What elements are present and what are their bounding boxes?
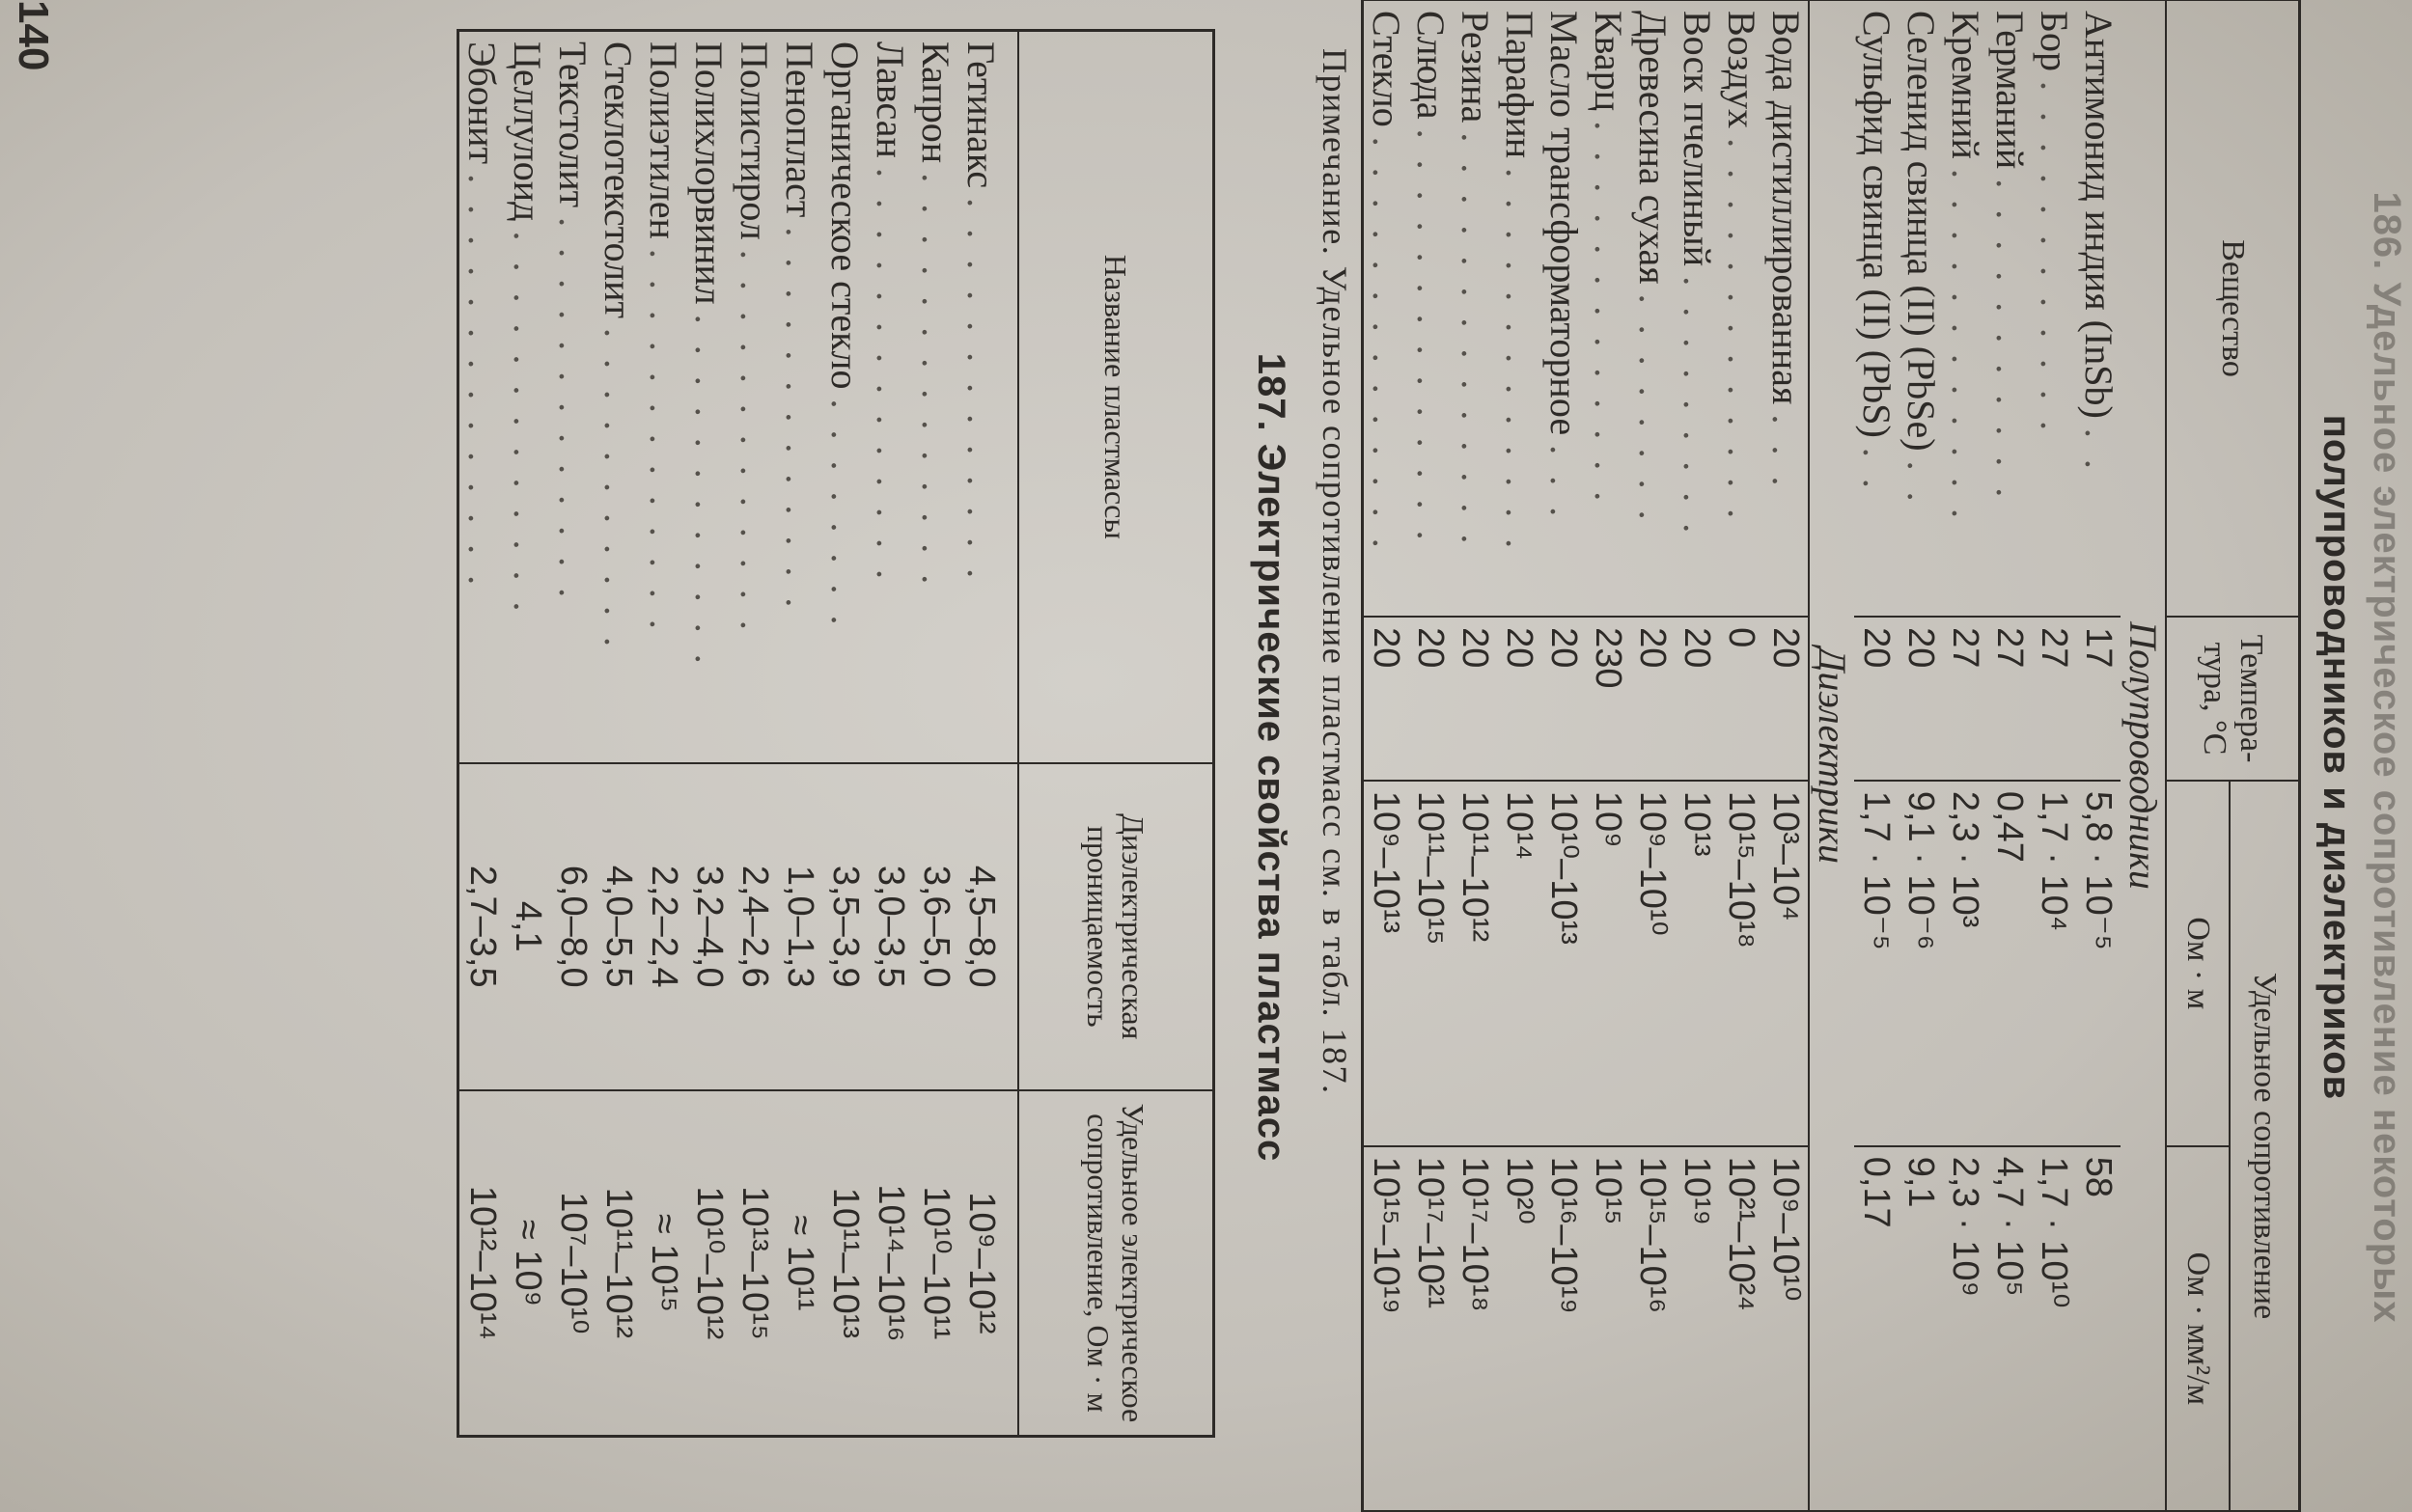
leader-dots: . . . . . . . . . . . . .	[551, 217, 595, 604]
substance-cell	[1943, 0, 1987, 617]
resistivity-ohm-mm2: 4,7 · 10⁵	[1987, 1146, 2032, 1512]
leader-dots: . . . . . . . . . . . . .	[778, 227, 821, 614]
plastic-name-cell	[732, 31, 777, 763]
substance-name: Масло трансформаторное	[1542, 11, 1586, 436]
permittivity-value: 3,2–4,0	[686, 763, 732, 1090]
plastic-name: Гетинакс	[959, 41, 1003, 189]
permittivity-value: 3,0–3,5	[868, 763, 913, 1090]
temperature-value: 20	[1899, 617, 1943, 781]
table-row	[913, 31, 958, 1437]
title-line-1: 186. Удельное электрическое сопротивление некоторых	[2366, 191, 2408, 1324]
plastic-name: Лавсан	[869, 41, 912, 158]
substance-cell	[1854, 0, 1899, 617]
plastic-name: Эбонит	[460, 41, 504, 165]
substance-name: Слюда	[1409, 11, 1453, 120]
leader-dots: . . .	[1542, 445, 1586, 523]
table-row	[1763, 0, 1809, 1512]
leader-dots: . . . . . . . . . . . .	[1944, 168, 1987, 524]
table-row	[958, 31, 1018, 1437]
temperature-value: 20	[1675, 617, 1719, 781]
permittivity-value: 2,4–2,6	[732, 763, 777, 1090]
resistivity-ohm-mm2: 2,3 · 10⁹	[1943, 1146, 1987, 1512]
header-ohm-mm2-m: Ом · мм²/м	[2166, 1146, 2230, 1512]
permittivity-value: 3,6–5,0	[913, 763, 958, 1090]
substance-name: Германий	[1988, 11, 2032, 170]
plastic-resistivity-value: 10¹⁴–10¹⁶	[868, 1090, 913, 1437]
leader-dots: . . . . . . . . . . . . .	[733, 249, 776, 636]
table-row	[1497, 0, 1541, 1512]
plastic-name: Пенопласт	[778, 41, 821, 218]
table-row	[1453, 0, 1497, 1512]
table-row	[1541, 0, 1586, 1512]
temperature-value: 20	[1408, 617, 1453, 781]
temperature-value: 20	[1453, 617, 1497, 781]
permittivity-value: 2,2–2,4	[641, 763, 686, 1090]
table-row	[1899, 0, 1943, 1512]
resistivity-ohm-mm2: 10¹⁶–10¹⁹	[1541, 1146, 1586, 1512]
table-row	[550, 31, 596, 1437]
header-temperature: Темпера-тура, °C	[2166, 617, 2300, 781]
leader-dots: . .	[1899, 460, 1943, 508]
title-line-2: полупроводников и диэлектриков	[2315, 414, 2358, 1101]
leader-dots: . . . . . . . . . . . . . .	[1365, 136, 1408, 554]
substance-cell	[1363, 0, 1409, 617]
leader-dots: . . . . . . . . . . . . .	[506, 231, 549, 618]
leader-dots: . . . . . . . . .	[1676, 276, 1719, 539]
substance-name: Кварц	[1587, 11, 1630, 112]
plastic-name-cell	[777, 31, 822, 763]
plastics-table-body	[458, 31, 1019, 1437]
permittivity-value: 6,0–8,0	[550, 763, 596, 1090]
resistivity-ohm-m: 1,7 · 10⁴	[2032, 781, 2076, 1146]
substance-name: Бор	[2033, 11, 2076, 71]
leader-dots: . . . . . . . . . . .	[596, 327, 640, 652]
resistivity-ohm-m: 10¹³	[1675, 781, 1719, 1146]
substance-name: Резина	[1454, 11, 1497, 124]
table-row	[1943, 0, 1987, 1512]
permittivity-value: 2,7–3,5	[458, 763, 506, 1090]
resistivity-ohm-mm2: 10¹⁷–10²¹	[1408, 1146, 1453, 1512]
table-row	[505, 31, 550, 1437]
header-permittivity: Диэлектрическая проницаемость	[1018, 763, 1214, 1090]
plastic-resistivity-value: ≈ 10¹¹	[777, 1090, 822, 1437]
temperature-value: 20	[1363, 617, 1409, 781]
substance-cell	[1497, 0, 1541, 617]
substance-name: Сульфид свинца (II) (PbS)	[1855, 11, 1899, 438]
header-plastic-resistivity: Удельное электрическое сопротивление, Ом · м	[1018, 1090, 1214, 1437]
resistivity-ohm-m: 0,47	[1987, 781, 2032, 1146]
substance-cell	[1899, 0, 1943, 617]
plastic-name: Капрон	[914, 41, 957, 164]
resistivity-ohm-m: 5,8 · 10⁻⁵	[2076, 781, 2121, 1146]
header-resistivity: Удельное сопротивление	[2230, 781, 2300, 1512]
leader-dots: . . . . . . . . . . . . .	[959, 198, 1003, 585]
resistivity-ohm-mm2: 1,7 · 10¹⁰	[2032, 1146, 2076, 1512]
resistivity-ohm-mm2: 9,1	[1899, 1146, 1943, 1512]
plastic-resistivity-value: 10¹¹–10¹²	[596, 1090, 641, 1437]
table-row	[732, 31, 777, 1437]
plastic-name-cell	[958, 31, 1018, 763]
resistivity-ohm-m: 2,3 · 10³	[1943, 781, 1987, 1146]
temperature-value: 17	[2076, 617, 2121, 781]
substance-name: Антимонид индия (InSb)	[2077, 11, 2121, 419]
permittivity-value: 1,0–1,3	[777, 763, 822, 1090]
plastic-name: Полихлорвинил	[687, 41, 731, 305]
table-row	[777, 31, 822, 1437]
resistivity-ohm-mm2: 0,17	[1854, 1146, 1899, 1512]
substance-name: Воздух	[1720, 11, 1763, 129]
plastic-name: Полистирол	[733, 41, 776, 240]
temperature-value: 27	[1987, 617, 2032, 781]
plastic-resistivity-value: 10¹⁰–10¹¹	[913, 1090, 958, 1437]
plastic-name-cell	[868, 31, 913, 763]
resistivity-ohm-m: 10³–10⁴	[1763, 781, 1809, 1146]
temperature-value: 20	[1541, 617, 1586, 781]
leader-dots: . . . . . . . . . . . . . .	[869, 167, 912, 585]
resistivity-ohm-m: 9,1 · 10⁻⁶	[1899, 781, 1943, 1146]
resistivity-ohm-mm2: 10²⁰	[1497, 1146, 1541, 1512]
resistivity-ohm-mm2: 10¹⁵	[1586, 1146, 1630, 1512]
section-heading: Полупроводники	[2121, 0, 2166, 1512]
plastic-name-cell	[458, 31, 506, 763]
substance-name: Воск пчелиный	[1676, 11, 1719, 267]
page-number: 140	[10, 0, 57, 71]
leader-dots: . . . . . . . . . . . . .	[1498, 168, 1541, 555]
substance-cell	[1408, 0, 1453, 617]
substance-name: Парафин	[1498, 11, 1541, 159]
table-187-title: 187. Электрические свойства пластмасс	[1250, 352, 1292, 1163]
section-heading-row	[1809, 0, 1854, 1512]
temperature-value: 0	[1719, 617, 1763, 781]
table-row	[1408, 0, 1453, 1512]
leader-dots: . . . . . . . . . . . . . .	[1409, 128, 1453, 546]
resistivity-ohm-m: 10¹⁵–10¹⁸	[1719, 781, 1763, 1146]
substance-name: Кремний	[1944, 11, 1987, 159]
leader-dots: . .	[1855, 447, 1899, 494]
plastic-name: Целлулоид	[506, 41, 549, 222]
substance-cell	[2032, 0, 2076, 617]
substance-cell	[1453, 0, 1497, 617]
table-row	[641, 31, 686, 1437]
resistivity-ohm-m: 10⁹–10¹⁰	[1630, 781, 1675, 1146]
resistivity-ohm-mm2: 58	[2076, 1146, 2121, 1512]
resistivity-ohm-mm2: 10¹⁵–10¹⁹	[1363, 1146, 1409, 1512]
plastic-name: Органическое стекло	[823, 41, 867, 390]
plastic-name: Стеклотекстолит	[596, 41, 640, 318]
resistivity-ohm-m: 10¹⁰–10¹³	[1541, 781, 1586, 1146]
leader-dots: . . .	[1764, 414, 1808, 492]
resistivity-table-body	[1363, 0, 2167, 1512]
resistivity-ohm-mm2: 10¹⁹	[1675, 1146, 1719, 1512]
substance-name: Селенид свинца (II) (PbSe)	[1899, 11, 1943, 452]
substance-cell	[1630, 0, 1675, 617]
table-row	[458, 31, 506, 1437]
temperature-value: 20	[1630, 617, 1675, 781]
table-row	[2032, 0, 2076, 1512]
temperature-value: 20	[1854, 617, 1899, 781]
section-heading-row	[2121, 0, 2166, 1512]
plastic-resistivity-value: 10¹⁰–10¹²	[686, 1090, 732, 1437]
plastic-resistivity-value: ≈ 10¹⁵	[641, 1090, 686, 1437]
table-row	[1719, 0, 1763, 1512]
table-row	[868, 31, 913, 1437]
permittivity-value: 4,0–5,5	[596, 763, 641, 1090]
resistivity-ohm-mm2: 10¹⁵–10¹⁶	[1630, 1146, 1675, 1512]
resistivity-ohm-m: 10⁹–10¹³	[1363, 781, 1409, 1146]
plastic-name-cell	[822, 31, 868, 763]
substance-cell	[1987, 0, 2032, 617]
plastic-name: Полиэтилен	[642, 41, 685, 239]
plastic-name-cell	[913, 31, 958, 763]
temperature-value: 27	[2032, 617, 2076, 781]
substance-cell	[1763, 0, 1809, 617]
substance-cell	[1675, 0, 1719, 617]
resistivity-ohm-m: 1,7 · 10⁻⁵	[1854, 781, 1899, 1146]
plastic-resistivity-value: 10¹²–10¹⁴	[458, 1090, 506, 1437]
table-row	[1854, 0, 1899, 1512]
permittivity-value: 3,5–3,9	[822, 763, 868, 1090]
plastic-resistivity-value: 10⁹–10¹²	[958, 1090, 1018, 1437]
temperature-value: 20	[1763, 617, 1809, 781]
plastic-name-cell	[505, 31, 550, 763]
substance-name: Древесина сухая	[1631, 11, 1675, 285]
leader-dots: . . . . . . . . . . . . .	[1720, 138, 1763, 525]
table-row	[822, 31, 868, 1437]
header-substance: Вещество	[2166, 0, 2300, 617]
table-row	[2076, 0, 2121, 1512]
table-186-title	[2306, 0, 2412, 1512]
resistivity-ohm-m: 10¹⁴	[1497, 781, 1541, 1146]
leader-dots: . . . . . . . . . . . . .	[642, 248, 685, 635]
leader-dots: . . . . . . . .	[823, 399, 867, 631]
resistivity-ohm-mm2: 10¹⁷–10¹⁸	[1453, 1146, 1497, 1512]
plastic-resistivity-value: ≈ 10⁹	[505, 1090, 550, 1437]
table-row	[1987, 0, 2032, 1512]
plastic-name: Текстолит	[551, 41, 595, 208]
table-row	[1675, 0, 1719, 1512]
permittivity-value: 4,5–8,0	[958, 763, 1018, 1090]
plastics-table	[457, 29, 1215, 1438]
leader-dots: . . . . . . . . . . .	[1988, 179, 2032, 504]
substance-name: Стекло	[1365, 11, 1408, 127]
plastic-name-cell	[686, 31, 732, 763]
header-plastic-name: Название пластмассы	[1018, 31, 1214, 763]
plastic-name-cell	[641, 31, 686, 763]
table-186-note: Примечание. Удельное сопротивление пластмасс см. в табл. 187.	[1316, 48, 1354, 1095]
temperature-value: 20	[1497, 617, 1541, 781]
leader-dots: . .	[2077, 427, 2121, 475]
plastic-name-cell	[596, 31, 641, 763]
table-row	[686, 31, 732, 1437]
table-row	[1363, 0, 1409, 1512]
plastic-name-cell	[550, 31, 596, 763]
section-heading: Диэлектрики	[1809, 0, 1854, 1512]
temperature-value: 27	[1943, 617, 1987, 781]
leader-dots: . . . . . . . . . . . . . .	[1454, 132, 1497, 550]
leader-dots: . . . . . . . .	[1631, 293, 1675, 526]
leader-dots: . . . . . . . . . . . . . .	[914, 173, 957, 591]
resistivity-ohm-m: 10¹¹–10¹⁵	[1408, 781, 1453, 1146]
resistivity-ohm-mm2: 10⁹–10¹⁰	[1763, 1146, 1809, 1512]
resistivity-ohm-mm2: 10²¹–10²⁴	[1719, 1146, 1763, 1512]
leader-dots: . . . . . . . . . . . .	[2033, 80, 2076, 436]
substance-cell	[1586, 0, 1630, 617]
substance-cell	[1541, 0, 1586, 617]
substance-cell	[2076, 0, 2121, 617]
table-row	[596, 31, 641, 1437]
substance-name: Вода дистиллированная	[1764, 11, 1808, 405]
resistivity-ohm-m: 10¹¹–10¹²	[1453, 781, 1497, 1146]
permittivity-value: 4,1	[505, 763, 550, 1090]
leader-dots: . . . . . . . . . . . .	[687, 314, 731, 670]
temperature-value: 230	[1586, 617, 1630, 781]
resistivity-table	[1361, 0, 2301, 1512]
plastic-resistivity-value: 10⁷–10¹⁰	[550, 1090, 596, 1437]
substance-cell	[1719, 0, 1763, 617]
leader-dots: . . . . . . . . . . . . .	[1587, 121, 1630, 508]
resistivity-ohm-m: 10⁹	[1586, 781, 1630, 1146]
plastic-resistivity-value: 10¹¹–10¹³	[822, 1090, 868, 1437]
plastic-resistivity-value: 10¹³–10¹⁵	[732, 1090, 777, 1437]
header-ohm-m: Ом · м	[2166, 781, 2230, 1146]
table-row	[1630, 0, 1675, 1512]
leader-dots: . . . . . . . . . . . . . .	[460, 174, 504, 591]
table-row	[1586, 0, 1630, 1512]
